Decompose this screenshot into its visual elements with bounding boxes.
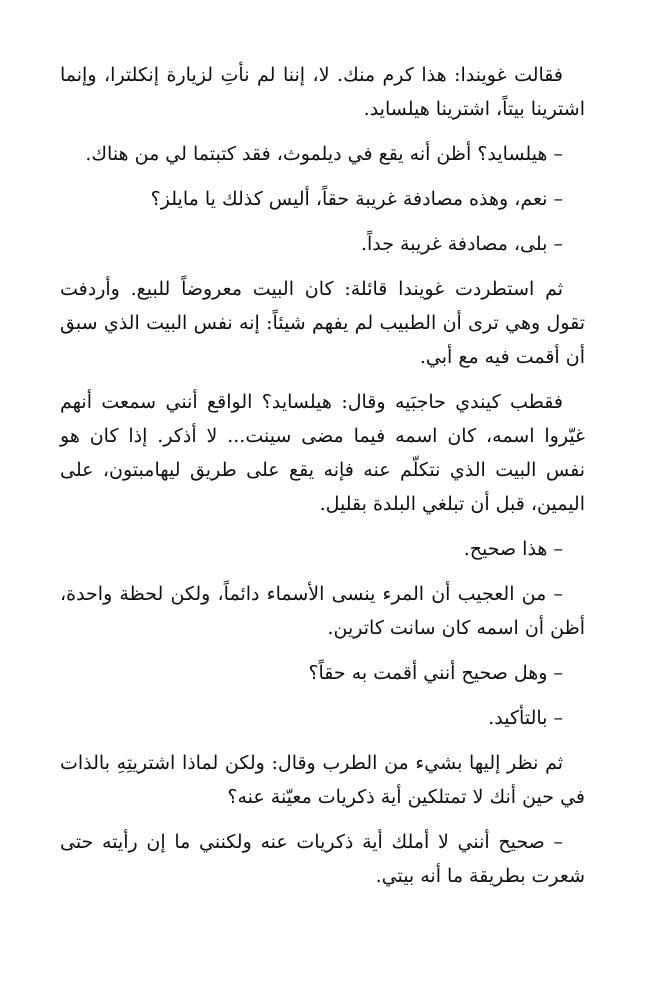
paragraph: ثم نظر إليها بشيء من الطرب وقال: ولكن لماذا اشتريتِهِ بالذات في حين أنك لا تمتلكين أية ذكريات معيّنة عنه؟ <box>60 752 585 808</box>
paragraph: – وهل صحيح أنني أقمت به حقاً؟ <box>308 662 563 684</box>
paragraph: – من العجيب أن المرء ينسى الأسماء دائماً، ولكن لحظة واحدة، أظن أن اسمه كان سانت كاترين. <box>60 583 585 639</box>
paragraph: – هيلسايد؟ أظن أنه يقع في ديلموث، فقد كتبتما لي من هناك. <box>85 143 563 165</box>
paragraph: فقطب كيندي حاجبَيه وقال: هيلسايد؟ الواقع أنني سمعت أنهم غيّروا اسمه، كان اسمه فيما مضى سينت... لا أذكر. إذا كان هو نفس البيت الذي نتكلّم عنه فإنه يقع على طريق ليهامبتون، على اليمين، قبل أن تبلغي البلدة بقليل. <box>60 391 585 515</box>
paragraph: – بلى، مصادفة غريبة جداً. <box>360 233 563 255</box>
paragraph: ثم استطردت غويندا قائلة: كان البيت معروضاً للبيع. وأردفت تقول وهي ترى أن الطبيب لم يفهم شيئاً: إنه نفس البيت الذي سبق أن أقمت فيه مع أبي. <box>60 278 585 368</box>
paragraph: – نعم، وهذه مصادفة غريبة حقاً، أليس كذلك يا مايلز؟ <box>150 188 563 210</box>
paragraph: – هذا صحيح. <box>463 538 563 560</box>
document-page <box>60 58 585 904</box>
paragraph: – صحيح أنني لا أملك أية ذكريات عنه ولكنني ما إن رأيته حتى شعرت بطريقة ما أنه بيتي. <box>60 831 585 887</box>
paragraph: – بالتأكيد. <box>488 707 563 729</box>
paragraph: فقالت غويندا: هذا كرم منك. لا، إننا لم نأتِ لزيارة إنكلترا، وإنما اشترينا بيتاً، اشترينا هيلسايد. <box>60 64 585 120</box>
